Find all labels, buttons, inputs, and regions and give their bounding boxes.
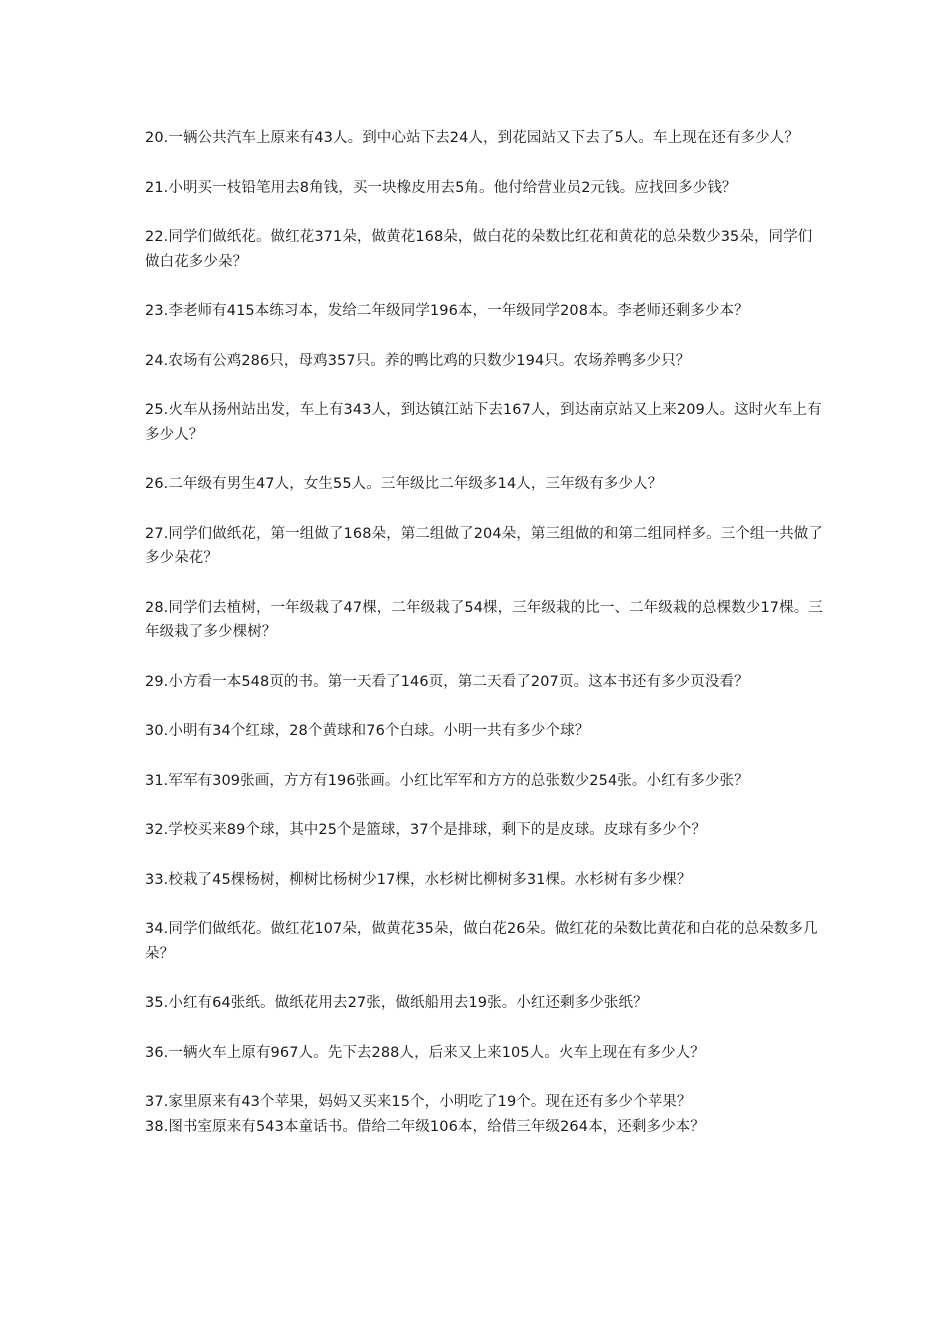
problem-21: 21.小明买一枝铅笔用去8角钱，买一块橡皮用去5角。他付给营业员2元钱。应找回多少钱？ [145,179,737,196]
problem-31: 31.军军有309张画，方方有196张画。小红比军军和方方的总张数少254张。小红有多少张？ [145,772,749,789]
problem-29: 29.小方看一本548页的书。第一天看了146页，第二天看了207页。这本书还有多少页没看？ [145,673,749,690]
problem-22: 22.同学们做纸花。做红花371朵，做黄花168朵，做白花的朵数比红花和黄花的总朵数少35朵，同学们做白花多少朵？ [145,229,813,270]
problem-20: 20.一辆公共汽车上原来有43人。到中心站下去24人，到花园站又下去了5人。车上现在还有多少人？ [145,130,799,146]
problem-37: 37.家里原来有43个苹果，妈妈又买来15个，小明吃了19个。现在还有多少个苹果？ [145,1094,692,1110]
problem-34: 34.同学们做纸花。做红花107朵，做黄花35朵，做白花26朵。做红花的朵数比黄花和白花的总朵数多几朵？ [145,921,818,962]
problem-35: 35.小红有64张纸。做纸花用去27张，做纸船用去19张。小红还剩多少张纸？ [145,995,648,1011]
problem-23: 23.李老师有415本练习本，发给二年级同学196本，一年级同学208本。李老师还剩多少本？ [145,303,749,319]
problem-36: 36.一辆火车上原有967人。先下去288人，后来又上来105人。火车上现在有多少人？ [145,1044,705,1061]
problem-24: 24.农场有公鸡286只，母鸡357只。养的鸭比鸡的只数少194只。农场养鸭多少只？ [145,352,691,369]
problem-28: 28.同学们去植树，一年级栽了47棵，二年级栽了54棵，三年级栽的比一、二年级栽的总棵数少17棵。三年级栽了多少棵树？ [145,599,823,640]
problem-30: 30.小明有34个红球，28个黄球和76个白球。小明一共有多少个球？ [145,723,590,739]
problem-32: 32.学校买来89个球，其中25个是篮球，37个是排球，剩下的是皮球。皮球有多少个？ [145,822,707,838]
problem-26: 26.二年级有男生47人，女生55人。三年级比二年级多14人，三年级有多少人？ [145,476,663,492]
problem-27: 27.同学们做纸花，第一组做了168朵，第二组做了204朵，第三组做的和第二组同样多。三个组一共做了多少朵花？ [145,525,823,566]
problem-25: 25.火车从扬州站出发，车上有343人，到达镇江站下去167人，到达南京站又上来209人。这时火车上有多少人？ [145,402,822,443]
problem-38: 38.图书室原来有543本童话书。借给二年级106本，给借三年级264本，还剩多少本？ [145,1118,705,1135]
document-body [145,126,825,1164]
problem-33: 33.校栽了45棵杨树，柳树比杨树少17棵，水杉树比柳树多31棵。水杉树有多少棵？ [145,871,692,888]
